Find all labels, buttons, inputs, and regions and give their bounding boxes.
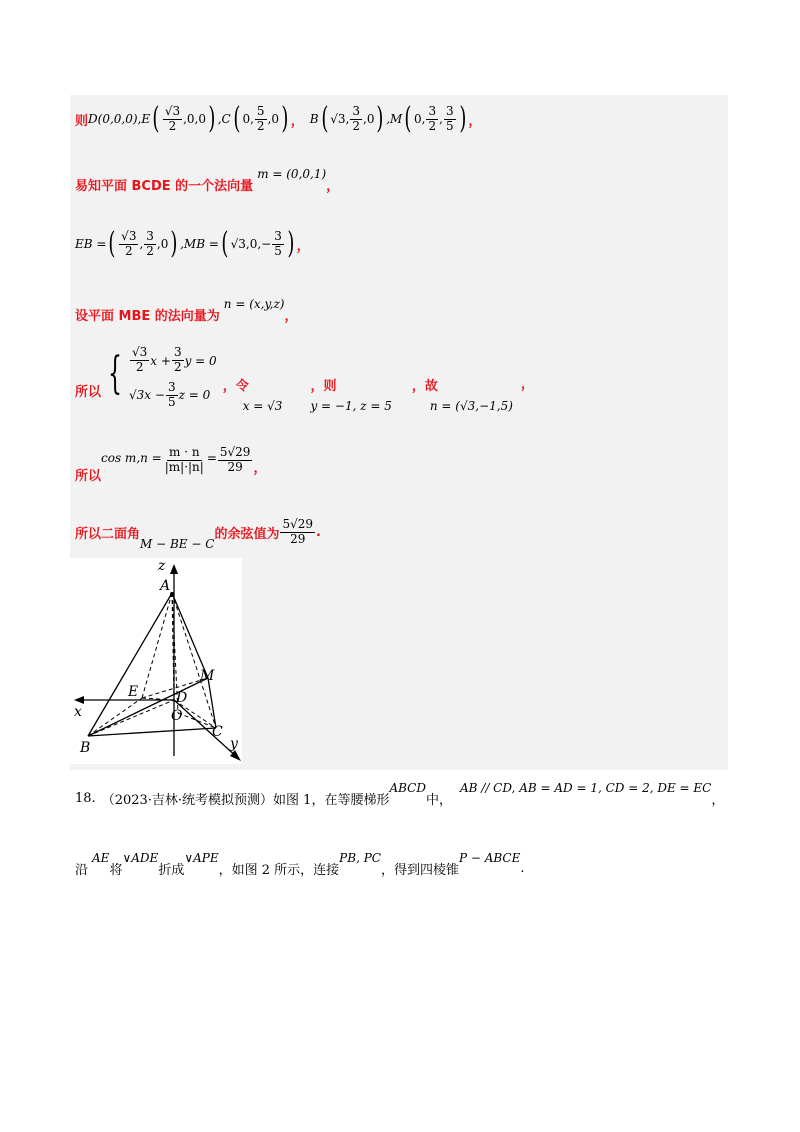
dihedral-angle-line: 所以二面角 M − BE − C 的余弦值为 $\frac{5√29}{29}$ . (75, 516, 321, 551)
equation-system-line: 所以 { $\frac{√3}{2}$ x + $\frac{3}{2}$ y = 0 √3x − $\frac{3}{5}$ z = 0 ，令 x = √3 ，则 y = −1, z = 5 ，故 n = (√3,−1,5) ， (75, 345, 534, 413)
problem-conditions: AB // CD, AB = AD = 1, CD = 2, DE = EC (459, 781, 712, 795)
frac-B: $\frac{3}{2}$ (352, 103, 361, 133)
coordinates-line: 则 D(0,0,0),E ( $\frac{√3}{2}$ ,0,0 ) ,C ( 0, $\frac{5}{2}$ ,0 ) ， B ( √3, $\frac{3}{2}$ ,0 ) ,M ( 0, $\frac{3}{2}$ , $\frac{3}{5}$ ) ， (75, 101, 482, 136)
math-n: n = (x,y,z) (223, 297, 285, 311)
pyramid-diagram (70, 558, 242, 764)
math-m: m = (0,0,1) (257, 167, 327, 181)
label-y: y (230, 736, 238, 752)
text-ze: 则 (75, 113, 89, 129)
label-D: D (176, 690, 188, 706)
cosine-line: 所以 cos m,n = $\frac{m \cdot n}{|m|\cdot|n|}$ = $\frac{5√29}{29}$ ， (75, 444, 267, 484)
text-normal-m: 易知平面 BCDE 的一个法向量 (75, 178, 254, 194)
frac-M2: $\frac{3}{5}$ (445, 103, 454, 133)
frac-C: $\frac{5}{2}$ (256, 103, 265, 133)
point-D-E: D(0,0,0),E (88, 112, 151, 126)
label-O: O (171, 708, 183, 724)
vec-MB: ,MB = (180, 237, 219, 251)
label-C: C (212, 724, 223, 740)
label-A: A (160, 578, 171, 594)
x-axis-arrow (74, 696, 84, 704)
vec-EB: EB = (75, 237, 107, 251)
pyramid-figure (70, 558, 242, 764)
text-normal-n: 设平面 MBE 的法向量为 (75, 308, 220, 324)
label-x: x (74, 704, 82, 720)
problem-number: 18. (75, 790, 96, 806)
frac-M1: $\frac{3}{2}$ (428, 103, 437, 133)
problem-source: （2023·吉林·统考模拟预测）如图 1，在等腰梯形 (101, 792, 390, 808)
vectors-EB-MB-line: EB = ( $\frac{√3}{2}$ , $\frac{3}{2}$ ,0 ) ,MB = ( √3,0,− $\frac{3}{5}$ ) ， (75, 226, 310, 261)
label-z: z (158, 558, 166, 574)
text-suoyi: 所以 (75, 384, 102, 400)
normal-vector-m-line: 易知平面 BCDE 的一个法向量 m = (0,0,1) ， (75, 167, 340, 194)
label-B: B (80, 740, 91, 756)
problem-18-line1: 18. （2023·吉林·统考模拟预测）如图 1，在等腰梯形 ABCD 中， AB // CD, AB = AD = 1, CD = 2, DE = EC ， (75, 781, 725, 808)
label-E: E (128, 684, 139, 700)
problem-18-line2: 沿 AE 将 ∨ADE 折成 ∨APE ，如图 2 所示，连接 PB, PC ，得到四棱锥 P − ABCE . (75, 851, 525, 878)
normal-vector-n-line: 设平面 MBE 的法向量为 n = (x,y,z) ， (75, 297, 298, 324)
frac-E: $\frac{√3}{2}$ (164, 103, 181, 133)
z-axis-arrow (170, 564, 178, 574)
label-M: M (200, 668, 215, 684)
